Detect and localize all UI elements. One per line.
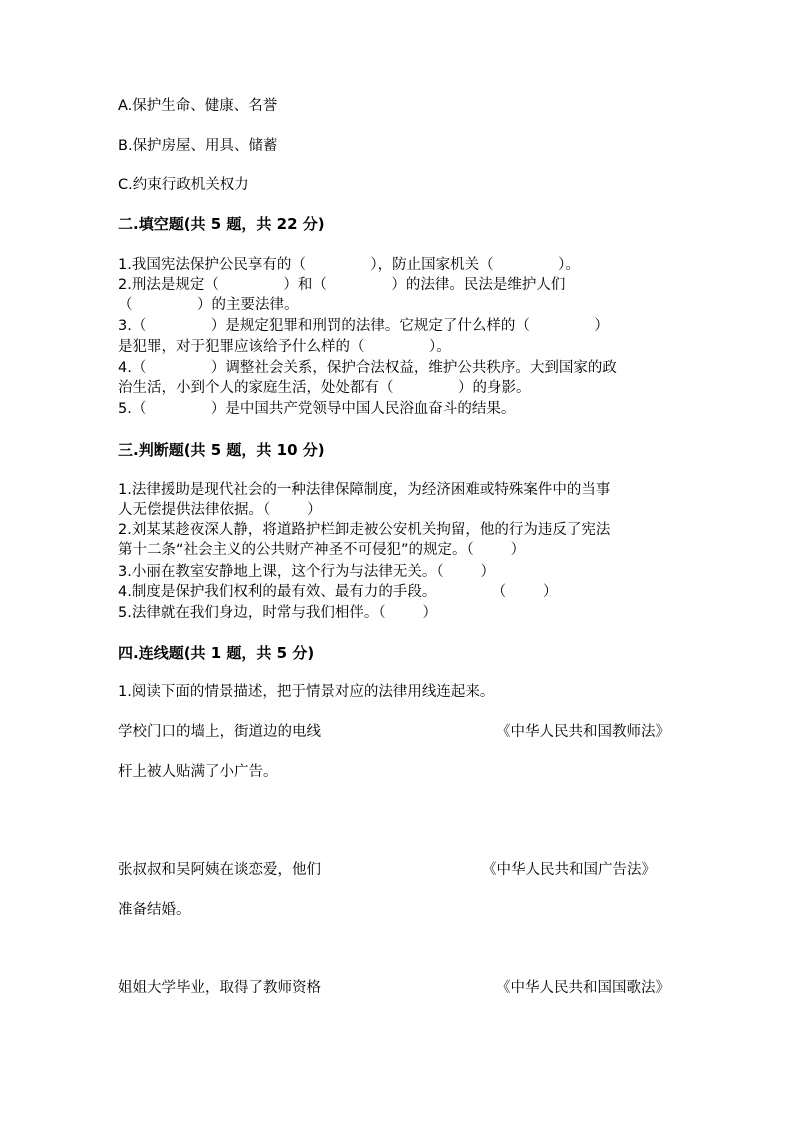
judge-line: 2.刘某某趁夜深人静，将道路护栏卸走被公安机关拘留，他的行为违反了宪法 [118, 522, 611, 538]
section-heading-judge: 三.判断题(共 5 题，共 10 分) [118, 441, 325, 459]
fill-line: 2.刑法是规定（ ）和（ ）的法律。民法是维护人们 [118, 277, 566, 293]
judge-line: 5.法律就在我们身边，时常与我们相伴。（ ） [118, 605, 437, 621]
match-scenario-line: 准备结婚。 [118, 902, 191, 918]
fill-line: 4.（ ）调整社会关系，保护合法权益，维护公共秩序。大到国家的政 [118, 360, 617, 376]
match-scenario-line: 张叔叔和吴阿姨在谈恋爱，他们 [118, 862, 321, 878]
judge-line: 人无偿提供法律依据。（ ） [118, 502, 322, 518]
option-c: C.约束行政机关权力 [118, 177, 249, 193]
judge-line: 1.法律援助是现代社会的一种法律保障制度，为经济困难或特殊案件中的当事 [118, 482, 611, 498]
match-law-item: 《中华人民共和国教师法》 [496, 724, 670, 740]
fill-line: 治生活，小到个人的家庭生活，处处都有（ ）的身影。 [118, 380, 531, 396]
match-instruction: 1.阅读下面的情景描述，把于情景对应的法律用线连起来。 [118, 684, 495, 700]
match-law-item: 《中华人民共和国广告法》 [482, 862, 656, 878]
fill-line: 3.（ ）是规定犯罪和刑罚的法律。它规定了什么样的（ ） [118, 318, 609, 334]
section-heading-match: 四.连线题(共 1 题，共 5 分) [118, 644, 315, 662]
fill-line: （ ）的主要法律。 [118, 297, 299, 313]
option-a: A.保护生命、健康、名誉 [118, 98, 278, 114]
fill-line: 1.我国宪法保护公民享有的（ ），防止国家机关（ ）。 [118, 257, 580, 273]
fill-line: 5.（ ）是中国共产党领导中国人民浴血奋斗的结果。 [118, 401, 516, 417]
judge-line: 3.小丽在教室安静地上课，这个行为与法律无关。（ ） [118, 564, 495, 580]
fill-line: 是犯罪，对于犯罪应该给予什么样的（ ）。 [118, 339, 451, 355]
option-b: B.保护房屋、用具、储蓄 [118, 138, 278, 154]
section-heading-fill: 二.填空题(共 5 题，共 22 分) [118, 215, 325, 233]
judge-line: 4.制度是保护我们权利的最有效、最有力的手段。 （ ） [118, 584, 558, 600]
match-scenario-line: 学校门口的墙上，街道边的电线 [118, 724, 321, 740]
match-law-item: 《中华人民共和国国歌法》 [496, 980, 670, 996]
judge-line: 第十二条“社会主义的公共财产神圣不可侵犯”的规定。（ ） [118, 542, 526, 558]
match-scenario-line: 杆上被人贴满了小广告。 [118, 764, 278, 780]
match-scenario-line: 姐姐大学毕业，取得了教师资格 [118, 980, 321, 996]
